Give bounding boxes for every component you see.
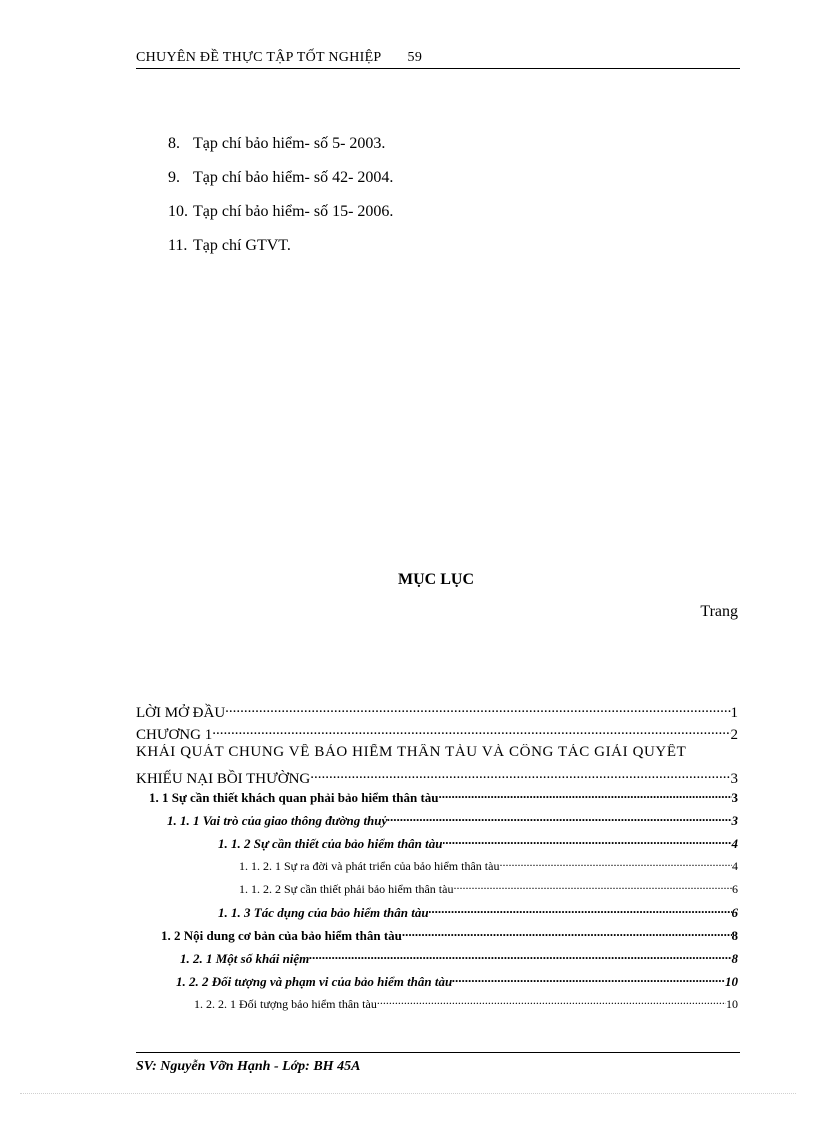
toc-entry[interactable] (136, 949, 738, 972)
header-page-number: 59 (407, 50, 423, 65)
toc-entry[interactable] (136, 857, 738, 880)
toc-entry[interactable] (136, 834, 738, 857)
reference-text: Tạp chí bảo hiểm- số 5- 2003. (193, 135, 386, 152)
toc-leader-dots (310, 766, 730, 783)
toc-leader-dots (452, 972, 725, 986)
toc-entry-page: 1 (730, 704, 738, 721)
toc-title: MỤC LỤC (398, 571, 474, 588)
toc-entry[interactable] (136, 722, 738, 744)
toc-entry-page: 4 (732, 859, 738, 874)
toc-entry[interactable] (136, 903, 738, 926)
toc-entry[interactable] (136, 811, 738, 834)
reference-number: 10. (168, 203, 188, 220)
page-bottom-divider (20, 1093, 796, 1094)
reference-number: 8. (168, 135, 180, 152)
toc-entry[interactable] (136, 926, 738, 949)
reference-list (168, 132, 393, 268)
toc-entry-page: 3 (731, 790, 738, 806)
toc-leader-dots (212, 722, 730, 739)
toc-leader-dots (429, 903, 732, 917)
toc-page-label: Trang (700, 603, 738, 620)
toc-leader-dots (443, 834, 732, 848)
header-title: CHUYÊN ĐỀ THỰC TẬP TỐT NGHIỆP (136, 50, 382, 65)
toc-entry-page: 3 (731, 813, 738, 829)
toc-entry-label: LỜI MỞ ĐẦU (136, 704, 226, 721)
toc-entry-label: 1. 2. 1 Một số khái niệm (180, 951, 310, 967)
toc-leader-dots (439, 788, 732, 802)
toc-entry[interactable] (136, 880, 738, 903)
page-header (136, 50, 740, 69)
reference-item (168, 166, 393, 200)
toc-leader-dots (402, 926, 732, 940)
reference-text: Tạp chí bảo hiểm- số 15- 2006. (193, 203, 394, 220)
table-of-contents (136, 700, 738, 1018)
toc-entry-page: 6 (732, 882, 738, 897)
toc-leader-dots (453, 880, 732, 893)
reference-number: 9. (168, 169, 180, 186)
toc-entry-label: 1. 2 Nội dung cơ bản của bảo hiểm thân tàu (161, 928, 402, 944)
toc-entry-label: 1. 1. 2 Sự cần thiết của bảo hiểm thân tàu (218, 836, 443, 852)
toc-entry-page: 8 (731, 928, 738, 944)
toc-entry-label: CHƯƠNG 1 (136, 726, 213, 743)
toc-entry-page: 10 (726, 997, 738, 1012)
toc-entry-page: 4 (731, 836, 738, 852)
footer-text: SV: Nguyễn Vỡn Hạnh - Lớp: BH 45A (136, 1059, 361, 1074)
toc-entry-page: 2 (730, 726, 738, 743)
toc-leader-dots (225, 700, 730, 717)
reference-text: Tạp chí bảo hiểm- số 42- 2004. (193, 169, 394, 186)
toc-entry-page: 10 (725, 974, 738, 990)
toc-leader-dots (309, 949, 731, 963)
toc-entry-label: KHIẾU NẠI BỒI THƯỜNG (136, 770, 311, 787)
reference-item (168, 200, 393, 234)
toc-entry-label: 1. 2. 2. 1 Đối tượng bảo hiểm thân tàu (194, 997, 377, 1012)
toc-entry-label: 1. 1 Sự cần thiết khách quan phải bảo hiểm thân tàu (149, 790, 439, 806)
toc-entry-label: 1. 1. 3 Tác dụng của bảo hiểm thân tàu (218, 905, 429, 921)
toc-leader-dots (387, 811, 731, 825)
toc-leader-dots (499, 857, 732, 870)
toc-entry[interactable] (136, 972, 738, 995)
toc-entry[interactable] (136, 700, 738, 722)
toc-entry[interactable] (136, 744, 738, 766)
toc-entry-label: 1. 1. 2. 1 Sự ra đời và phát triển của bảo hiểm thân tàu (239, 859, 500, 874)
toc-entry-page: 3 (730, 770, 738, 787)
toc-entry-page: 8 (731, 951, 738, 967)
toc-entry-label: 1. 1. 1 Vai trò của giao thông đường thuỷ (167, 813, 388, 829)
reference-number: 11. (168, 237, 188, 254)
toc-entry-label: KHÁI QUÁT CHUNG VỀ BẢO HIỂM THÂN TÀU VÀ CÔNG TÁC GIẢI QUYẾT (136, 744, 687, 760)
toc-entry[interactable] (136, 788, 738, 811)
toc-entry[interactable] (136, 995, 738, 1018)
toc-entry-page: 6 (731, 905, 738, 921)
toc-entry[interactable] (136, 766, 738, 788)
reference-item (168, 234, 393, 268)
toc-entry-label: 1. 2. 2 Đối tượng và phạm vi của bảo hiểm thân tàu (176, 974, 453, 990)
toc-entry-label: 1. 1. 2. 2 Sự cần thiết phải bảo hiểm thân tàu (239, 882, 454, 897)
reference-text: Tạp chí GTVT. (193, 237, 291, 254)
reference-item (168, 132, 393, 166)
toc-leader-dots (377, 995, 726, 1008)
page-footer (136, 1052, 740, 1075)
